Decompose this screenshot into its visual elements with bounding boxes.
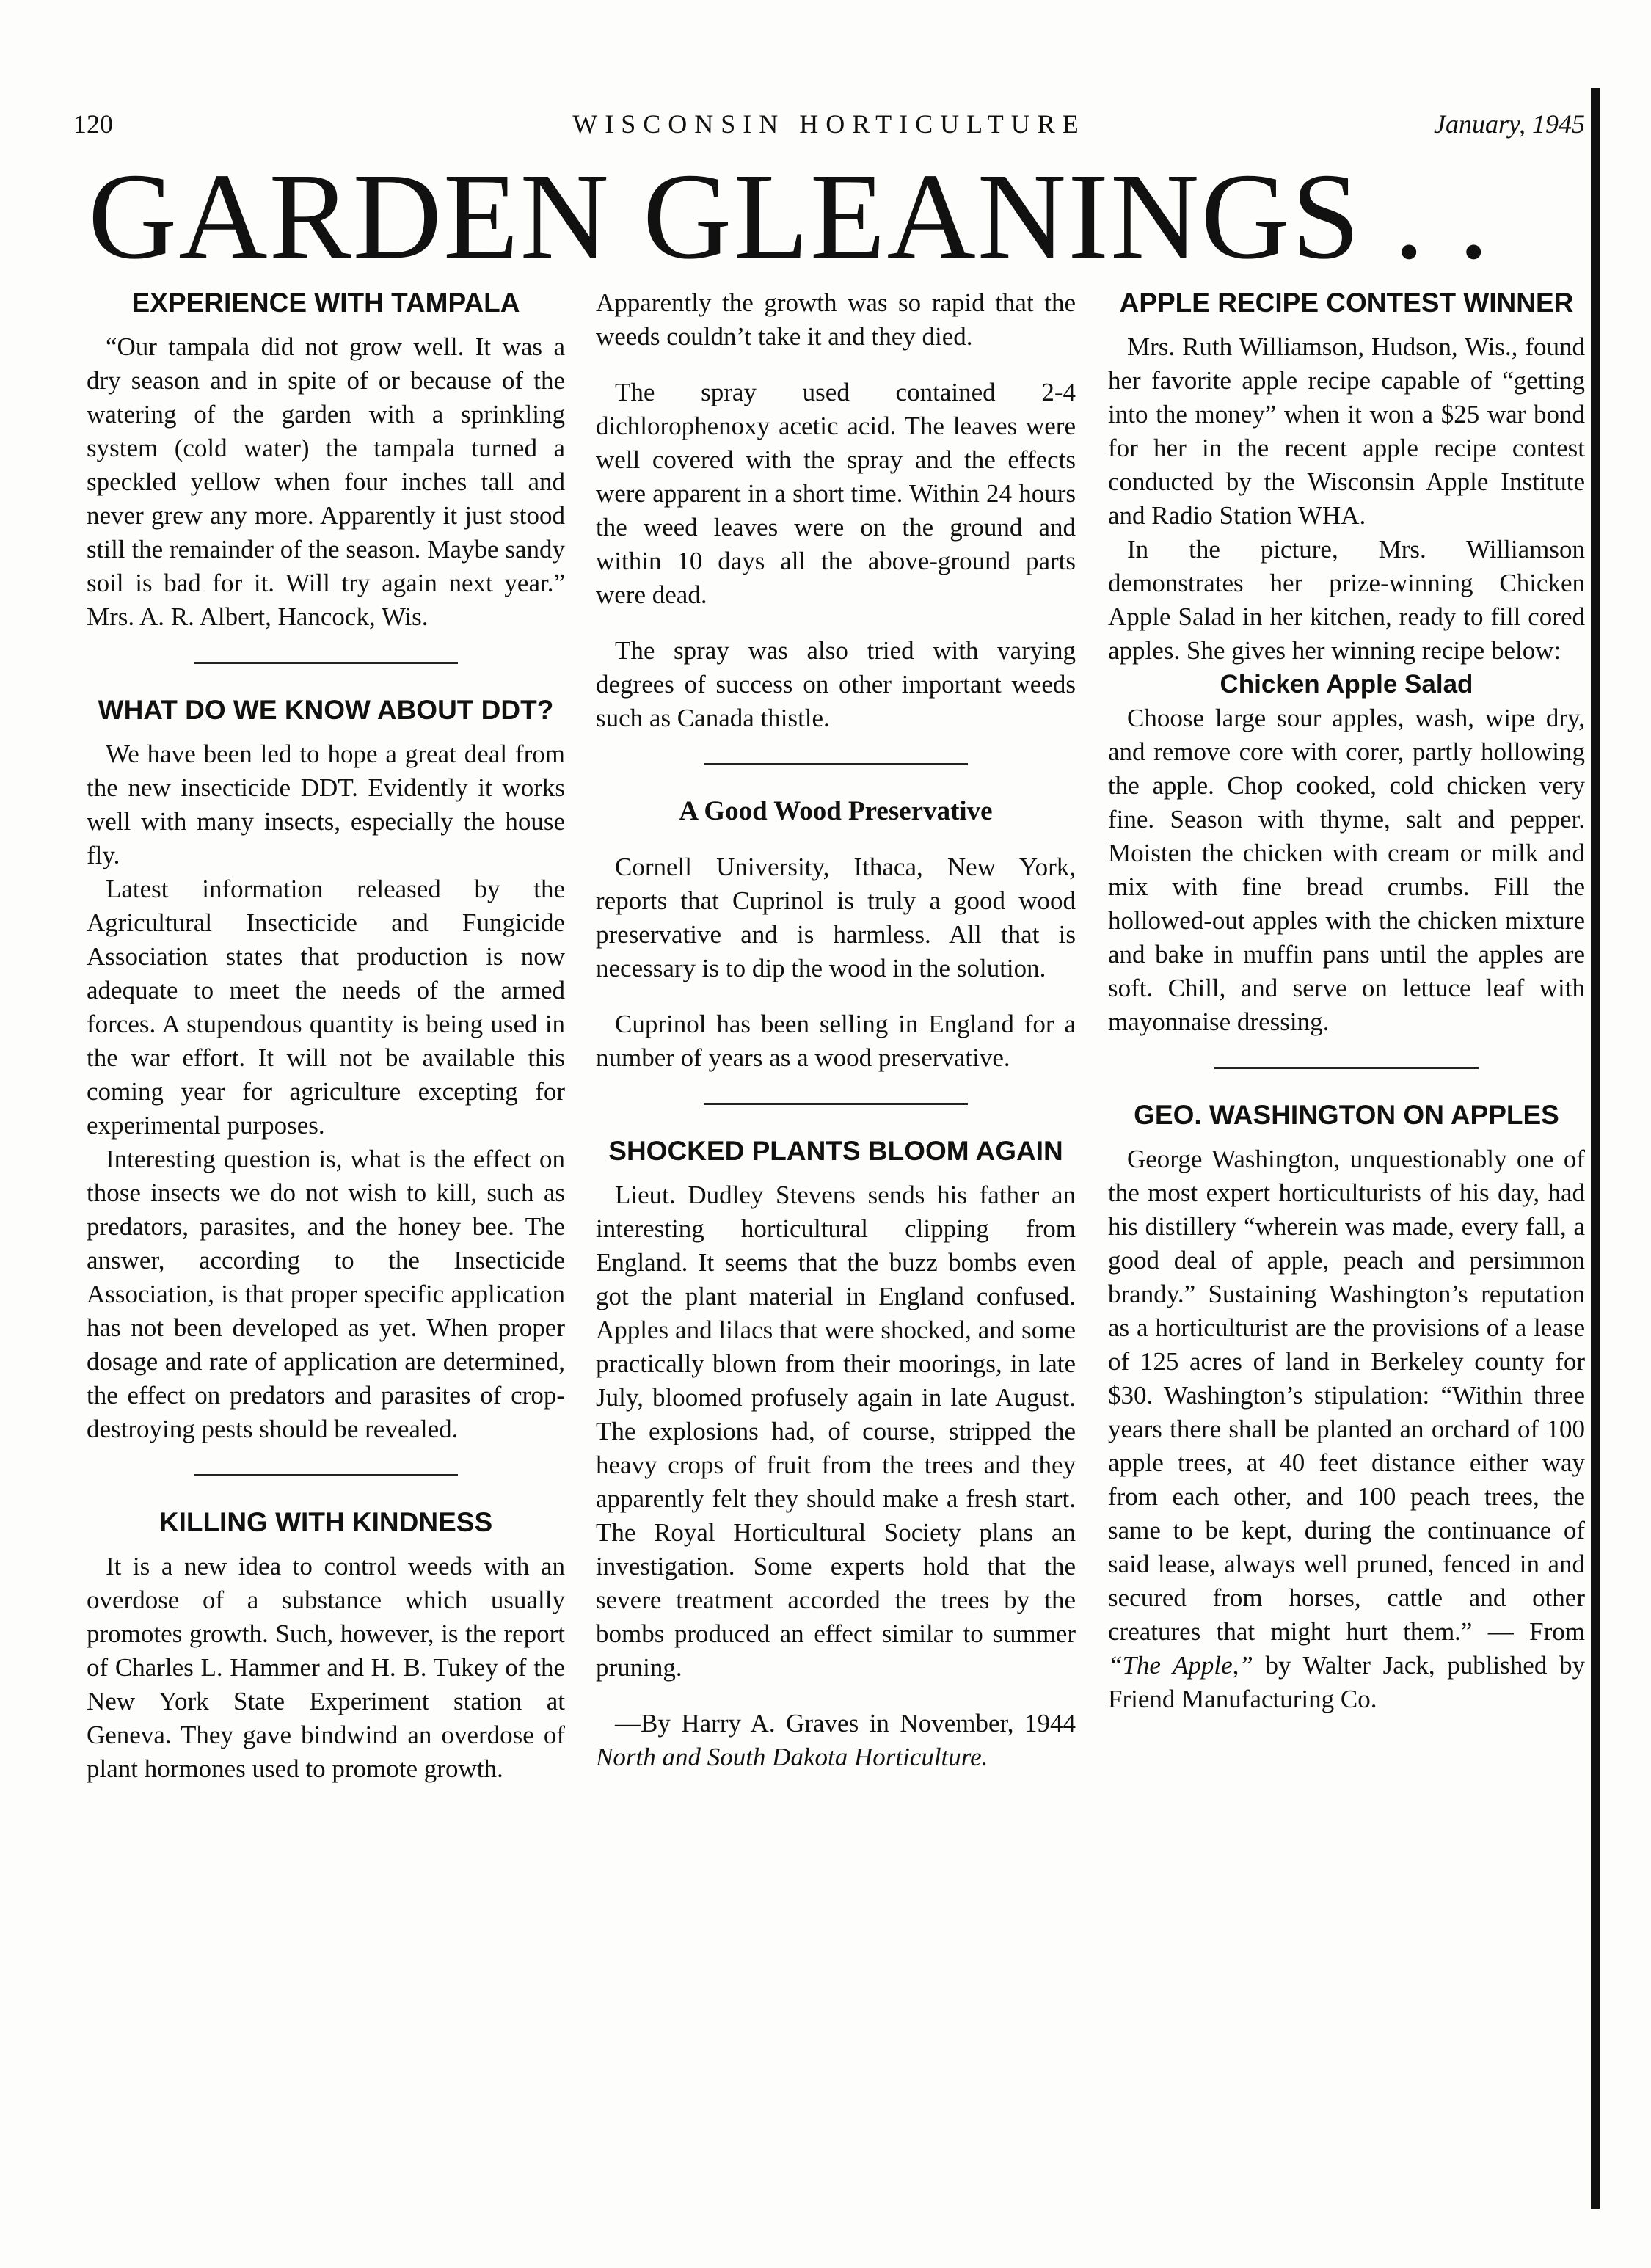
article-paragraph: The spray used contained 2-4 dichlorophenoxy acetic acid. The leaves were well covered with the spray and the effects were apparent in a short time. Within 24 hours the weed leaves were on the ground and within 10 days all the above-ground parts were dead. — [596, 378, 1076, 609]
article-text: George Washington, unquestionably one of the most expert horticulturists of his day, had his distillery “wherein was made, every fall, a good deal of apple, peach and persimmon brandy.” Sustaining Washington’s reputation as a horticulturist are the provisions of a lease of 125 acres of land in Berkeley county for $30. Washington’s stipulation: “Within three years there shall be planted an orchard of 100 apple trees, at 40 feet distance either way from each other, and 100 peach trees, the same to be kept, during the continuance of said lease, always well pruned, fenced in and secured from horses, cattle and other creatures that might hurt them.” — From — [1108, 1145, 1585, 1646]
section-divider — [704, 1103, 968, 1105]
source-credit: by Walter Jack, published by Friend Manufacturing Co. — [1108, 1651, 1585, 1713]
issue-date: January, 1945 — [1434, 109, 1585, 139]
column-3 — [1108, 286, 1585, 2179]
article-wood-preservative — [596, 795, 1076, 1075]
article-paragraph: Cuprinol has been selling in England for a number of years as a wood preservative. — [596, 1010, 1076, 1072]
article-killing-with-kindness — [87, 1506, 565, 1786]
article-body: “Our tampala did not grow well. It was a dry season and in spite of or because of the watering of the garden with a sprinkling system (cold water) the tampala turned a speckled yellow when four inches tall and never grew any more. Apparently it just stood still the remainder of the season. Maybe sandy soil is bad for it. Will try again next year.” Mrs. A. R. Albert, Hancock, Wis. — [87, 332, 565, 631]
article-paragraph: In the picture, Mrs. Williamson demonstrates her prize-winning Chicken Apple Salad in her kitchen, ready to fill cored apples. She gives her winning recipe below: — [1108, 535, 1585, 665]
article-heading: EXPERIENCE WITH TAMPALA — [131, 288, 520, 318]
column-1 — [87, 286, 565, 2179]
running-head — [73, 109, 1585, 145]
article-ddt — [87, 693, 565, 1446]
article-apple-recipe — [1108, 286, 1585, 1039]
article-washington — [1108, 1098, 1585, 1716]
article-heading: APPLE RECIPE CONTEST WINNER — [1119, 288, 1574, 318]
article-heading: GEO. WASHINGTON ON APPLES — [1134, 1100, 1559, 1130]
recipe-body: Choose large sour apples, wash, wipe dry, and remove core with corer, partly hollowing the apple. Chop cooked, cold chicken very fine. Season with thyme, salt and pepper. Moisten the chicken with cream or milk and mix with fine bread crumbs. Fill the hollowed-out apples with the chicken mixture and bake in muffin pans until the apples are soft. Chill, and serve on lettuce leaf with mayonnaise dressing. — [1108, 704, 1585, 1036]
page-title: GARDEN GLEANINGS . . — [88, 154, 1491, 279]
article-body: It is a new idea to control weeds with an overdose of a substance which usually promotes growth. Such, however, is the report of Charles L. Hammer and H. B. Tukey of the New York State Experiment station at Geneva. They gave bindwind an overdose of plant hormones used to promote growth. — [87, 1552, 565, 1783]
article-body: Lieut. Dudley Stevens sends his father an interesting horticultural clipping from England. It seems that the buzz bombs even got the plant material in England confused. Apples and lilacs that were shocked, and some practically blown from their moorings, in late July, bloomed profusely again in late August. The explosions had, of course, stripped the heavy crops of fruit from the trees and they apparently felt they should make a fresh start. The Royal Horticultural Society plans an investigation. Some experts hold that the severe treatment accorded the trees by the bombs produced an effect similar to summer pruning. — [596, 1181, 1076, 1682]
article-paragraph: Cornell University, Ithaca, New York, reports that Cuprinol is truly a good wood preservative and is harmless. All that is necessary is to dip the wood in the solution. — [596, 853, 1076, 982]
credit-text: —By Harry A. Graves in November, 1944 — [615, 1709, 1076, 1738]
article-heading: WHAT DO WE KNOW ABOUT DDT? — [98, 695, 554, 725]
section-divider — [194, 662, 458, 664]
article-tampala — [87, 286, 565, 634]
section-divider — [194, 1474, 458, 1476]
article-credit — [596, 1707, 1076, 1774]
article-heading: KILLING WITH KINDNESS — [158, 1507, 493, 1537]
article-killing-continued — [596, 286, 1076, 735]
article-shocked-plants — [596, 1134, 1076, 1774]
column-2 — [596, 286, 1076, 2179]
credit-source: North and South Dakota Horticulture. — [596, 1743, 988, 1771]
article-paragraph: Latest information released by the Agricultural Insecticide and Fungicide Association states that production is now adequate to meet the needs of the armed forces. A stupendous quantity is being used in the war effort. It will not be available this coming year for agriculture excepting for experimental purposes. — [87, 875, 565, 1140]
article-continued: Apparently the growth was so rapid that the weeds couldn’t take it and they died. — [596, 288, 1076, 351]
recipe-title: Chicken Apple Salad — [1220, 670, 1473, 699]
article-paragraph: The spray was also tried with varying degrees of success on other important weeds such as Canada thistle. — [596, 636, 1076, 732]
article-paragraph: We have been led to hope a great deal from the new insecticide DDT. Evidently it works well with many insects, especially the house fly. — [87, 740, 565, 869]
section-divider — [704, 763, 968, 765]
column-edge-rule — [1591, 88, 1600, 2209]
article-paragraph: Interesting question is, what is the effect on those insects we do not wish to kill, such as predators, parasites, and the honey bee. The answer, according to the Insecticide Association, is that proper specific application has not been developed as yet. When proper dosage and rate of application are determined, the effect on predators and parasites of crop-destroying pests should be revealed. — [87, 1145, 565, 1443]
article-heading: A Good Wood Preservative — [679, 796, 993, 826]
section-divider — [1214, 1067, 1479, 1069]
article-heading: SHOCKED PLANTS BLOOM AGAIN — [608, 1136, 1063, 1166]
journal-title: WISCONSIN HORTICULTURE — [572, 109, 1086, 139]
source-title: “The Apple,” — [1108, 1651, 1253, 1680]
article-body — [1108, 1142, 1585, 1716]
page-number: 120 — [73, 109, 113, 139]
article-paragraph: Mrs. Ruth Williamson, Hudson, Wis., found her favorite apple recipe capable of “getting into the money” when it won a $25 war bond for her in the recent apple recipe contest conducted by the Wisconsin Apple Institute and Radio Station WHA. — [1108, 332, 1585, 530]
